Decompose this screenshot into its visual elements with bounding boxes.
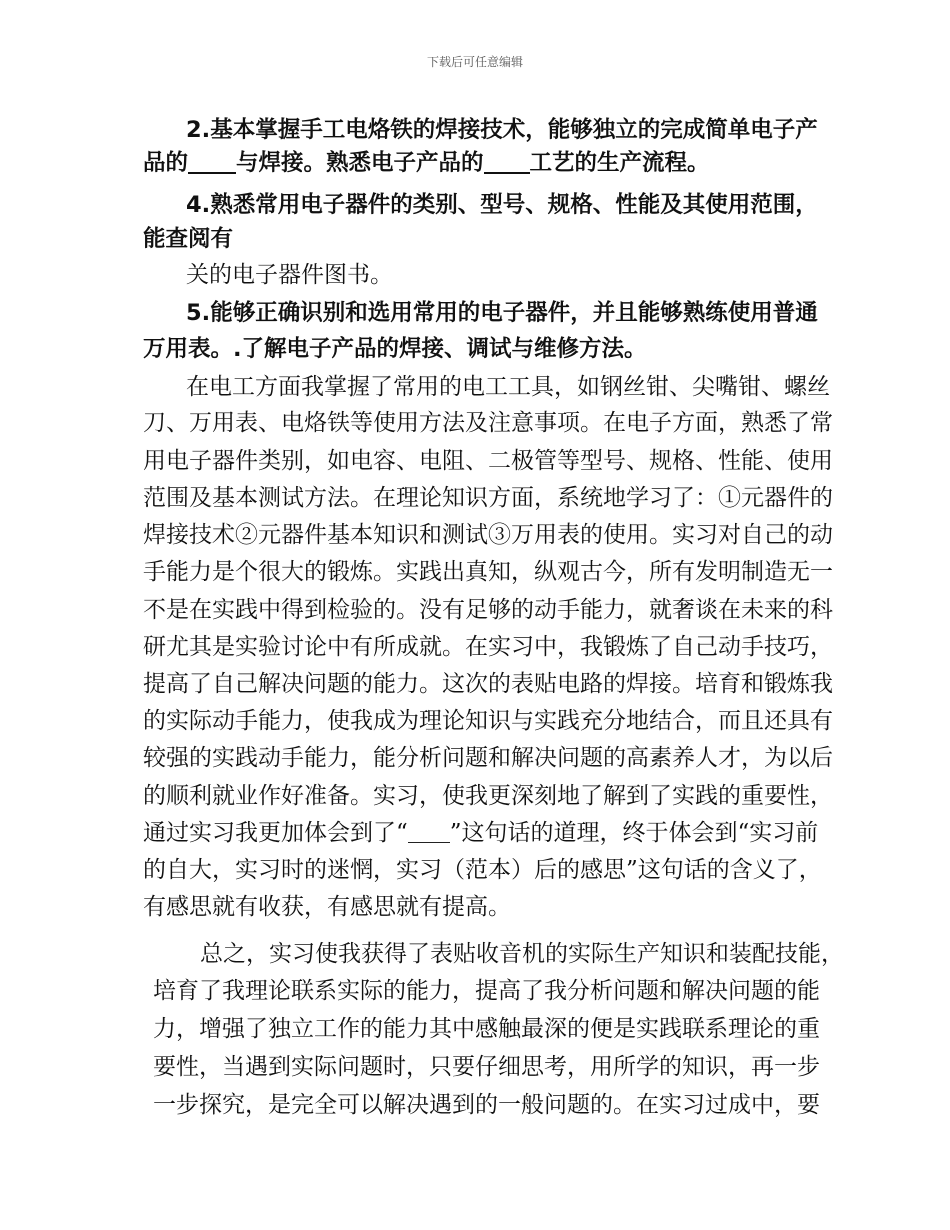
para1-line: 较强的实践动手能力，能分析问题和解决问题的高素养人才，为以后 bbox=[143, 745, 833, 771]
item-4-line-3: 关的电子器件图书。 bbox=[186, 262, 393, 288]
fill-in-blank bbox=[484, 152, 530, 174]
item-4-line-2: 能查阅有 bbox=[143, 226, 234, 252]
para1-line: 的实际动手能力，使我成为理论知识与实践充分地结合，而且还具有 bbox=[143, 708, 833, 734]
para1-line: 在电工方面我掌握了常用的电工工具，如钢丝钳、尖嘴钳、螺丝 bbox=[186, 374, 830, 400]
item-2-text-d: 工艺的生产流程。 bbox=[529, 150, 710, 176]
para1-line: 范围及基本测试方法。在理论知识方面，系统地学习了：①元器件的 bbox=[143, 485, 833, 511]
item-5-line-2: 万用表。.了解电子产品的焊接、调试与维修方法。 bbox=[143, 336, 647, 362]
para1-quote-post: ”这句话的道理，终于体会到“实习前 bbox=[449, 820, 819, 846]
para1-line: 的自大，实习时的迷惘，实习（范本）后的感思”这句话的含义了， bbox=[143, 857, 822, 883]
para2-line: 培育了我理论联系实际的能力，提高了我分析问题和解决问题的能 bbox=[153, 978, 820, 1004]
para2-line: 力，增强了独立工作的能力其中感触最深的便是实践联系理论的重 bbox=[153, 1016, 820, 1042]
para1-line: 焊接技术②元器件基本知识和测试③万用表的使用。实习对自己的动 bbox=[143, 522, 833, 548]
para1-line: 有感思就有收获，有感思就有提高。 bbox=[143, 894, 511, 920]
item-5-line-1: 5.能够正确识别和选用常用的电子器件，并且能够熟练使用普通 bbox=[186, 300, 818, 326]
para1-line: 用电子器件类别，如电容、电阻、二极管等型号、规格、性能、使用 bbox=[143, 448, 833, 474]
para2-line: 一步探究，是完全可以解决遇到的一般问题的。在实习过成中，要 bbox=[153, 1092, 820, 1118]
page-header: 下载后可任意编辑 bbox=[426, 55, 523, 69]
para2-line: 要性，当遇到实际问题时，只要仔细思考，用所学的知识，再一步 bbox=[153, 1054, 820, 1080]
item-2-line-1 bbox=[186, 115, 818, 145]
para1-line: 不是在实践中得到检验的。没有足够的动手能力，就奢谈在未来的科 bbox=[143, 597, 833, 623]
fill-in-blank bbox=[188, 152, 236, 174]
item-2-text-b: 品的 bbox=[143, 150, 189, 176]
para1-line: 研尤其是实验讨论中有所成就。在实习中，我锻炼了自己动手技巧， bbox=[143, 634, 833, 660]
para1-line: 的顺利就业作好准备。实习，使我更深刻地了解到了实践的重要性， bbox=[143, 783, 833, 809]
item-4-line-1: 4.熟悉常用电子器件的类别、型号、规格、性能及其使用范围， bbox=[186, 192, 818, 218]
item-2-text-c: 与焊接。熟悉电子产品的 bbox=[236, 150, 484, 176]
para1-line: 刀、万用表、电烙铁等使用方法及注意事项。在电子方面，熟悉了常 bbox=[143, 410, 833, 436]
para2-line: 总之，实习使我获得了表贴收音机的实际生产知识和装配技能， bbox=[200, 941, 844, 967]
item-2-line-2 bbox=[143, 148, 710, 178]
para1-line: 提高了自己解决问题的能力。这次的表贴电路的焊接。培育和锻炼我 bbox=[143, 671, 833, 697]
item-2-text-a: 2.基本掌握手工电烙铁的焊接技术，能够独立的完成简单电子产 bbox=[186, 117, 818, 143]
para1-quote-pre: 通过实习我更加体会到了“ bbox=[143, 820, 408, 846]
para1-line: 手能力是个很大的锻炼。实践出真知，纵观古今，所有发明制造无一 bbox=[143, 559, 833, 585]
para1-line-quote bbox=[143, 818, 818, 848]
fill-in-blank bbox=[408, 824, 450, 843]
